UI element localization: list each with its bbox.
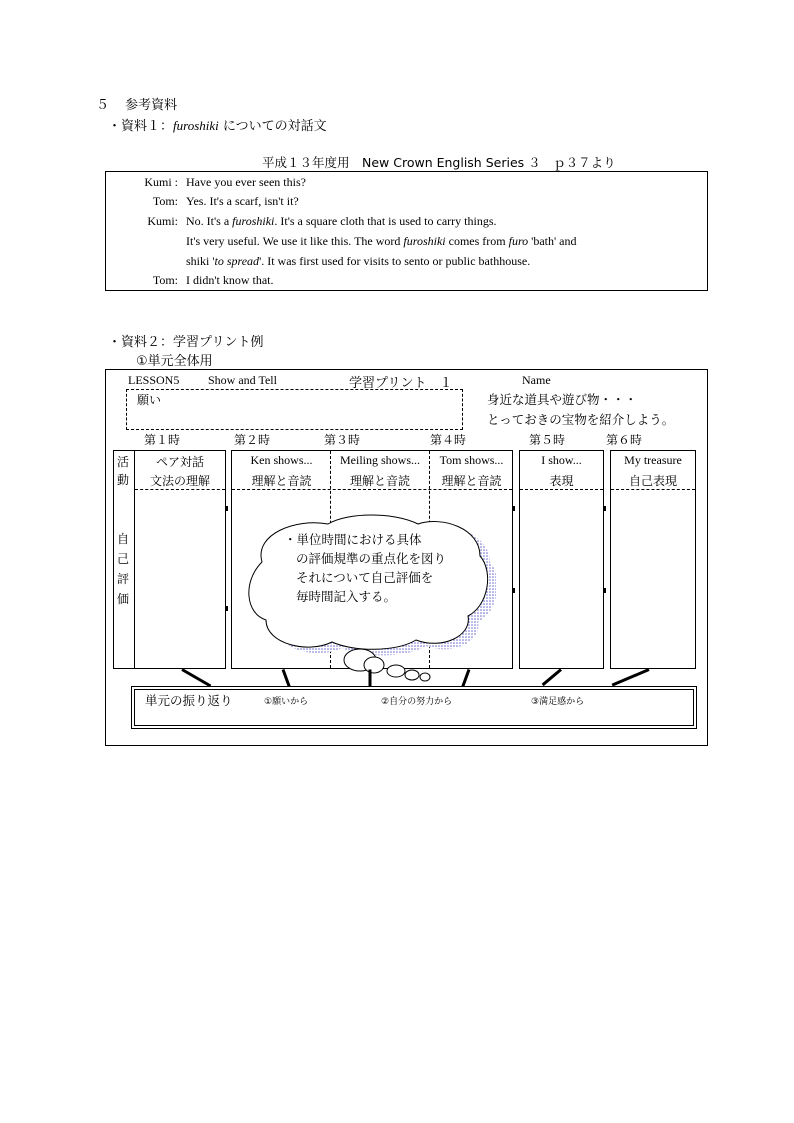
column-title: My treasure: [624, 453, 682, 467]
ref2-label: ・資料２：学習プリント例: [108, 335, 264, 350]
wish-box[interactable]: [126, 389, 463, 430]
column-divider: [520, 489, 603, 490]
lesson-number: LESSON5: [128, 373, 180, 387]
ref1-label-italic: furoshiki: [173, 118, 219, 133]
column-subtitle: 理解と音読: [441, 474, 502, 488]
dialogue-box: [105, 171, 708, 291]
cloud-text-line: それについて自己評価を: [296, 570, 434, 585]
column-title: Meiling shows...: [339, 453, 420, 467]
section-title: 参考資料: [125, 98, 178, 113]
goal-line-1: 身近な道具や遊び物・・・: [487, 392, 638, 407]
connector-tick: [603, 588, 606, 593]
row-label-column: [113, 450, 135, 669]
period-label: 第２時: [234, 433, 271, 447]
reflection-item: ③満足感から: [531, 697, 585, 707]
column-subtitle: 理解と音読: [349, 474, 410, 488]
column-divider: [232, 489, 512, 490]
dialogue-line: Have you ever seen this?: [186, 175, 306, 189]
column-title: ペア対話: [155, 455, 204, 469]
dialogue-line: I didn't know that.: [186, 273, 274, 287]
connector-tick: [603, 506, 606, 511]
dialogue-line: It's very useful. We use it like this. The word furoshiki comes from furo 'bath' and: [186, 234, 577, 248]
connector-tick: [225, 606, 228, 611]
connector-tick: [225, 506, 228, 511]
reflection-title: 単元の振り返り: [145, 693, 233, 708]
ref1-label-prefix: ・資料１：: [108, 119, 174, 134]
cloud-text-line: 毎時間記入する。: [296, 589, 397, 604]
period-label: 第４時: [430, 433, 467, 447]
ref2-sub-label: ①単元全体用: [136, 354, 213, 369]
column-divider: [135, 489, 225, 490]
reflection-item: ①願いから: [264, 697, 309, 707]
connector-line: [542, 668, 562, 686]
dialogue-line: Yes. It's a scarf, isn't it?: [186, 194, 299, 208]
cloud-text-line: ・単位時間における具体: [284, 532, 422, 547]
section-number: ５: [96, 98, 110, 113]
cloud-text: [284, 530, 446, 606]
dialogue-speaker: Kumi :: [144, 175, 178, 189]
column-title: Tom shows...: [439, 453, 504, 467]
row-label-char: 価: [117, 592, 130, 606]
row-label-char: 己: [117, 552, 130, 566]
dialogue-speaker: Tom:: [152, 273, 178, 287]
ref1-label-suffix: についての対話文: [218, 119, 327, 134]
period-label: 第１時: [144, 433, 181, 447]
wish-label: 願い: [137, 393, 162, 407]
dialogue-line: No. It's a furoshiki. It's a square cloth that is used to carry things.: [186, 214, 497, 228]
period-5-column[interactable]: [519, 450, 604, 669]
cloud-text-line: の評価規準の重点化を図り: [296, 551, 447, 566]
connector-tick: [512, 588, 515, 593]
goal-line-2: とっておきの宝物を紹介しよう。: [487, 412, 675, 427]
connector-line: [181, 668, 211, 687]
column-subtitle: 理解と音読: [251, 474, 312, 488]
name-label: Name: [522, 373, 551, 387]
column-divider: [611, 489, 695, 490]
worksheet: [105, 369, 708, 746]
column-title: I show...: [541, 453, 582, 467]
column-subtitle: 文法の理解: [149, 474, 210, 488]
dialogue-speaker: Kumi:: [147, 214, 178, 228]
period-6-column[interactable]: [610, 450, 696, 669]
dialogue-speaker: Tom:: [152, 194, 178, 208]
period-label: 第５時: [529, 433, 566, 447]
section-heading: [96, 94, 177, 113]
lesson-title: Show and Tell: [208, 373, 277, 387]
column-subtitle: 自己表現: [628, 474, 677, 488]
reflection-box-outer: [131, 686, 697, 729]
connector-tick: [512, 506, 515, 511]
ref1-label: [108, 115, 327, 134]
row-label-char: 評: [117, 572, 130, 586]
dialogue-line: shiki 'to spread'. It was first used for visits to sento or public bathhouse.: [186, 254, 531, 268]
period-label: 第６時: [606, 433, 643, 447]
row-label-char: 動: [117, 473, 130, 487]
reflection-box-inner[interactable]: [134, 689, 694, 726]
column-subtitle: 表現: [549, 474, 574, 488]
column-title: Ken shows...: [250, 453, 313, 467]
reflection-item: ②自分の努力から: [381, 697, 453, 707]
period-1-column[interactable]: [134, 450, 226, 669]
print-label: 学習プリント １: [349, 376, 453, 391]
row-label-char: 活: [117, 455, 130, 469]
period-label: 第３時: [324, 433, 361, 447]
row-label-char: 自: [117, 532, 130, 546]
ref1-source: 平成１３年度用 New Crown English Series ３ ｐ３７より: [262, 155, 616, 170]
connector-line: [612, 668, 650, 686]
